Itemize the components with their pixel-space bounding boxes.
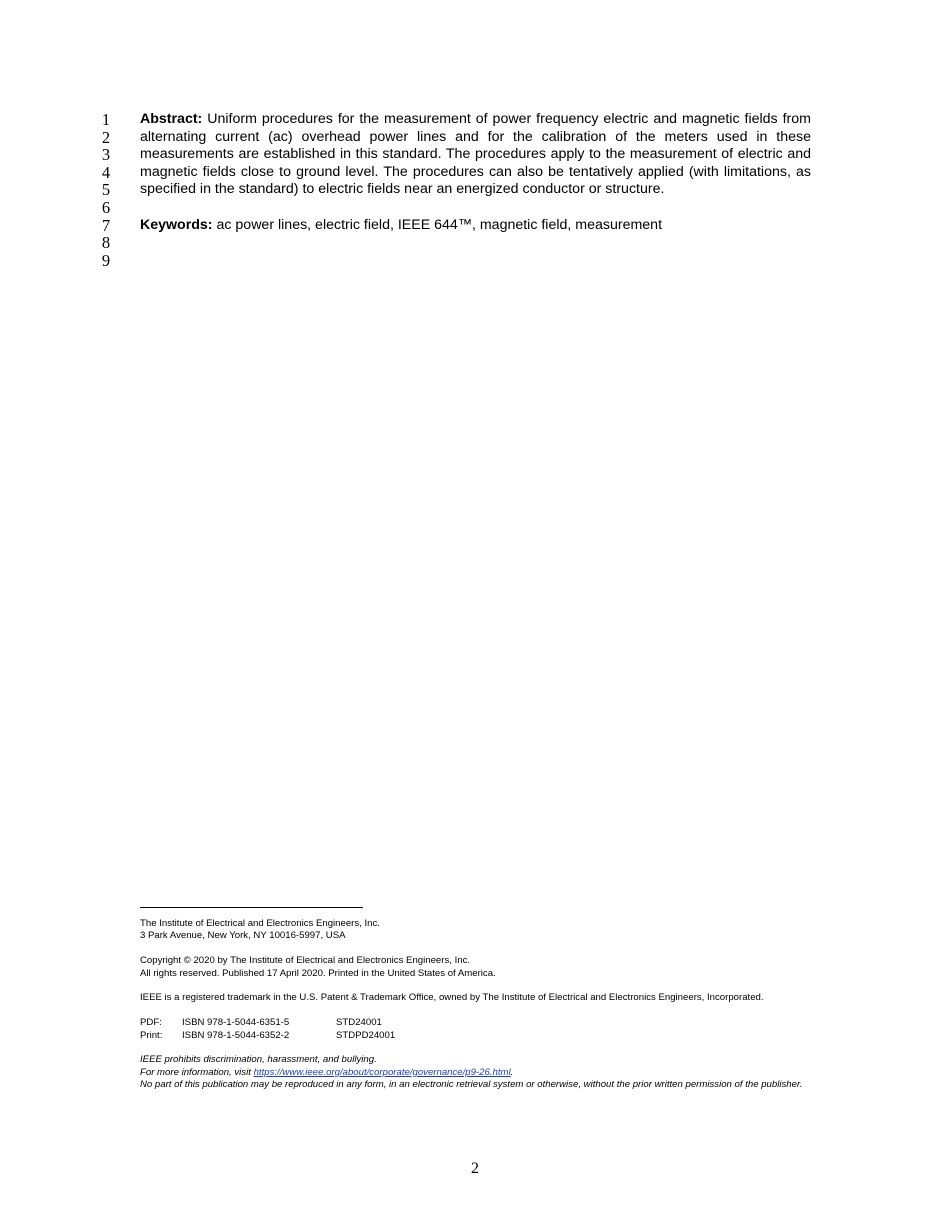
line-number: 5 <box>101 180 111 200</box>
isbn-code: STDPD24001 <box>336 1029 396 1041</box>
page-number: 2 <box>471 1160 479 1177</box>
isbn-format: PDF: <box>140 1017 162 1029</box>
line-number: 3 <box>101 145 111 165</box>
body-text <box>140 111 811 234</box>
publisher-address: 3 Park Avenue, New York, NY 10016-5997, USA <box>140 930 346 942</box>
line-number: 2 <box>101 127 111 147</box>
line-numbers <box>95 111 117 269</box>
line-number: 7 <box>101 215 111 235</box>
isbn-number: ISBN 978-1-5044-6352-2 <box>182 1029 290 1041</box>
abstract-text: Uniform procedures for the measurement of power frequency electric and magnetic fields from alternating current (ac) overhead power lines and for the calibration of the meters used in these measurements are established in this standard. The procedures apply to the measurement of electric and magnetic fields close to ground level. The procedures can also be tentatively applied (with limitations, as specified in the standard) to electric fields near an energized conductor or structure. <box>140 111 811 198</box>
isbn-block <box>140 1017 812 1042</box>
reproduction-notice: No part of this publication may be reproduced in any form, in an electronic retrieval system or otherwise, without the prior written permission of the publisher. <box>140 1079 803 1091</box>
keywords-paragraph <box>140 217 811 235</box>
line-number: 9 <box>101 250 111 270</box>
footnote-divider <box>140 907 363 908</box>
isbn-row-print <box>140 1030 812 1042</box>
rights-line: All rights reserved. Published 17 April 2020. Printed in the United States of America. <box>140 967 496 979</box>
keywords-text: ac power lines, electric field, IEEE 644™, magnetic field, measurement <box>216 216 663 233</box>
line-number: 8 <box>101 233 111 253</box>
policy-line: IEEE prohibits discrimination, harassment, and bullying. <box>140 1054 377 1066</box>
copyright-block <box>140 955 812 980</box>
isbn-number: ISBN 978-1-5044-6351-5 <box>182 1017 290 1029</box>
line-number: 4 <box>101 162 111 182</box>
publisher-name: The Institute of Electrical and Electronics Engineers, Inc. <box>140 918 380 929</box>
isbn-format: Print: <box>140 1029 163 1041</box>
line-number: 1 <box>101 110 111 129</box>
publication-footer <box>140 918 812 1104</box>
isbn-row-pdf <box>140 1017 812 1029</box>
line-number: 6 <box>101 197 111 217</box>
trademark-notice: IEEE is a registered trademark in the U.S. Patent & Trademark Office, owned by The Institute of Electrical and Electronics Engineers, Incorporated. <box>140 992 764 1004</box>
policy-block <box>140 1054 812 1091</box>
more-info-suffix: . <box>510 1066 514 1078</box>
keywords-label: Keywords: <box>140 216 213 233</box>
more-info-prefix: For more information, visit <box>140 1066 254 1078</box>
copyright-line: Copyright © 2020 by The Institute of Electrical and Electronics Engineers, Inc. <box>140 955 471 967</box>
publisher-block <box>140 918 812 943</box>
isbn-code: STD24001 <box>336 1017 382 1029</box>
governance-link[interactable]: https://www.ieee.org/about/corporate/governance/p9-26.html <box>253 1066 511 1078</box>
abstract-label: Abstract: <box>140 111 203 127</box>
abstract-paragraph <box>140 111 811 199</box>
